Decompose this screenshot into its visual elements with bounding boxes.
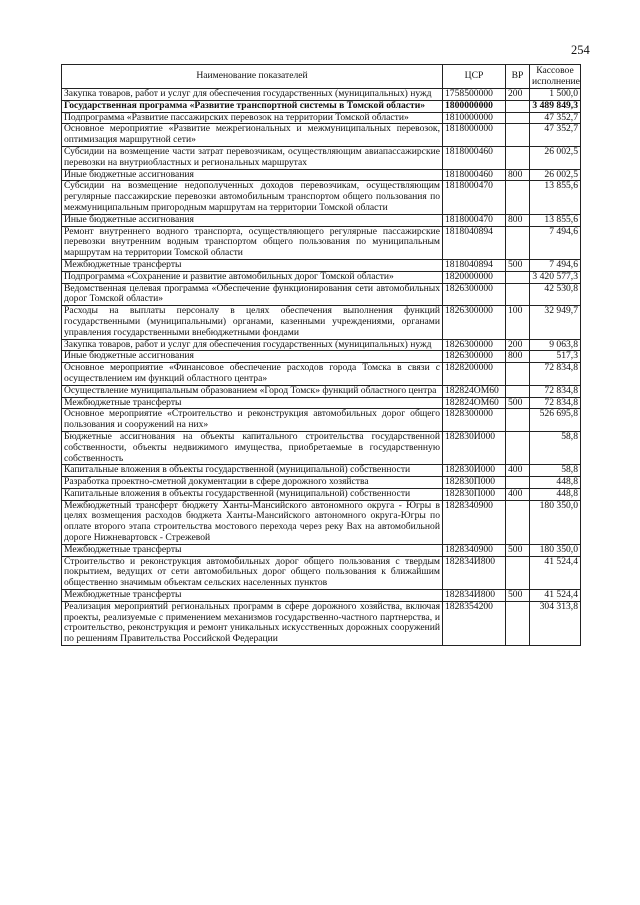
row-amount-cell: 72 834,8: [530, 385, 581, 397]
table-body: [62, 89, 581, 646]
row-amount-cell: 448,8: [530, 477, 581, 489]
row-name-cell: Ремонт внутреннего водного транспорта, осуществляющего регулярные пассажирские перевозки внутренним водным транспортом общего пользования по муниципальным маршрутам на территории Томской области: [62, 226, 443, 259]
row-vr-cell: 500: [506, 259, 530, 271]
row-csr-cell: 1828300000: [443, 409, 506, 432]
row-csr-cell: 1826300000: [443, 306, 506, 339]
row-amount-cell: 72 834,8: [530, 397, 581, 409]
row-vr-cell: 800: [506, 169, 530, 181]
row-csr-cell: 1818000470: [443, 181, 506, 214]
table-row: [62, 431, 581, 464]
row-vr-cell: 800: [506, 351, 530, 363]
row-csr-cell: 1758500000: [443, 89, 506, 101]
table-row: [62, 351, 581, 363]
row-amount-cell: 42 530,8: [530, 283, 581, 306]
row-vr-cell: 200: [506, 339, 530, 351]
table-row: [62, 226, 581, 259]
table-row: [62, 409, 581, 432]
row-csr-cell: 182834И800: [443, 556, 506, 589]
row-csr-cell: 1826300000: [443, 283, 506, 306]
table-row: [62, 339, 581, 351]
row-vr-cell: [506, 112, 530, 124]
table-row: [62, 556, 581, 589]
row-csr-cell: 1810000000: [443, 112, 506, 124]
row-amount-cell: 26 002,5: [530, 169, 581, 181]
row-amount-cell: 7 494,6: [530, 226, 581, 259]
row-name-cell: Межбюджетные трансферты: [62, 590, 443, 602]
row-amount-cell: 72 834,8: [530, 363, 581, 386]
table-row: [62, 283, 581, 306]
header-name: Наименование показателей: [62, 65, 443, 89]
row-vr-cell: 200: [506, 89, 530, 101]
row-csr-cell: 1828340900: [443, 500, 506, 544]
header-amount: Кассовое исполнение: [530, 65, 581, 89]
table-row: [62, 169, 581, 181]
row-name-cell: Основное мероприятие «Финансовое обеспечение расходов города Томска в связи с осуществлением им функций областного центра»: [62, 363, 443, 386]
table-row: [62, 306, 581, 339]
row-vr-cell: [506, 409, 530, 432]
row-csr-cell: 1818000460: [443, 169, 506, 181]
row-csr-cell: 1818040894: [443, 259, 506, 271]
table-row: [62, 100, 581, 112]
row-amount-cell: 3 489 849,3: [530, 100, 581, 112]
row-vr-cell: [506, 271, 530, 283]
row-amount-cell: 13 855,6: [530, 181, 581, 214]
row-vr-cell: [506, 431, 530, 464]
row-amount-cell: 1 500,0: [530, 89, 581, 101]
table-row: [62, 146, 581, 169]
row-name-cell: Реализация мероприятий региональных программ в сфере дорожного хозяйства, включая проекты, реализуемые с применением механизмов государственно-частного партнерства, и строительство, реконструкция и ремонт уникальных искусственных дорожных сооружений по решениям Правительства Российской Федерации: [62, 601, 443, 645]
row-amount-cell: 13 855,6: [530, 214, 581, 226]
row-name-cell: Капитальные вложения в объекты государственной (муниципальной) собственности: [62, 488, 443, 500]
row-name-cell: Подпрограмма «Развитие пассажирских перевозок на территории Томской области»: [62, 112, 443, 124]
row-name-cell: Субсидии на возмещение части затрат перевозчикам, осуществляющим авиапассажирские перевозки на внутриобластных и региональных маршрутах: [62, 146, 443, 169]
row-csr-cell: 182824OM60: [443, 397, 506, 409]
table-row: [62, 544, 581, 556]
row-name-cell: Иные бюджетные ассигнования: [62, 351, 443, 363]
header-vr: ВР: [506, 65, 530, 89]
row-name-cell: Ведомственная целевая программа «Обеспечение функционирования сети автомобильных дорог Томской области»: [62, 283, 443, 306]
row-vr-cell: 400: [506, 465, 530, 477]
table-row: [62, 181, 581, 214]
row-name-cell: Иные бюджетные ассигнования: [62, 169, 443, 181]
table-row: [62, 477, 581, 489]
row-csr-cell: 182830П000: [443, 488, 506, 500]
row-amount-cell: 26 002,5: [530, 146, 581, 169]
table-row: [62, 271, 581, 283]
row-name-cell: Осуществление муниципальным образованием «Город Томск» функций областного центра: [62, 385, 443, 397]
row-csr-cell: 1826300000: [443, 339, 506, 351]
row-csr-cell: 1818000470: [443, 214, 506, 226]
table-row: [62, 601, 581, 645]
row-amount-cell: 9 063,8: [530, 339, 581, 351]
row-amount-cell: 41 524,4: [530, 590, 581, 602]
row-name-cell: Разработка проектно-сметной документации в сфере дорожного хозяйства: [62, 477, 443, 489]
row-csr-cell: 182834И800: [443, 590, 506, 602]
row-amount-cell: 304 313,8: [530, 601, 581, 645]
table-row: [62, 124, 581, 147]
row-vr-cell: [506, 226, 530, 259]
row-csr-cell: 1800000000: [443, 100, 506, 112]
row-vr-cell: [506, 363, 530, 386]
budget-table: [61, 64, 581, 646]
row-vr-cell: [506, 124, 530, 147]
table-header: [62, 65, 581, 89]
row-vr-cell: 800: [506, 214, 530, 226]
row-csr-cell: 182830И000: [443, 431, 506, 464]
table-row: [62, 89, 581, 101]
row-name-cell: Государственная программа «Развитие транспортной системы в Томской области»: [62, 100, 443, 112]
row-csr-cell: 182830И000: [443, 465, 506, 477]
row-amount-cell: 32 949,7: [530, 306, 581, 339]
row-name-cell: Капитальные вложения в объекты государственной (муниципальной) собственности: [62, 465, 443, 477]
row-amount-cell: 58,8: [530, 431, 581, 464]
row-name-cell: Межбюджетные трансферты: [62, 259, 443, 271]
table-row: [62, 397, 581, 409]
row-csr-cell: 1828340900: [443, 544, 506, 556]
row-csr-cell: 1820000000: [443, 271, 506, 283]
row-name-cell: Субсидии на возмещение недополученных доходов перевозчикам, осуществляющим регулярные пассажирские перевозки автомобильным транспортом общего пользования по межмуниципальным пригородным маршрутам на территории Томской области: [62, 181, 443, 214]
row-vr-cell: 400: [506, 488, 530, 500]
row-vr-cell: [506, 477, 530, 489]
row-amount-cell: 180 350,0: [530, 500, 581, 544]
row-vr-cell: [506, 385, 530, 397]
row-vr-cell: [506, 181, 530, 214]
table-row: [62, 259, 581, 271]
row-csr-cell: 1818000000: [443, 124, 506, 147]
page-number: 254: [571, 43, 590, 57]
row-name-cell: Межбюджетные трансферты: [62, 397, 443, 409]
row-amount-cell: 448,8: [530, 488, 581, 500]
row-csr-cell: 1826300000: [443, 351, 506, 363]
table-row: [62, 465, 581, 477]
row-vr-cell: 500: [506, 590, 530, 602]
row-name-cell: Закупка товаров, работ и услуг для обеспечения государственных (муниципальных) нужд: [62, 89, 443, 101]
row-csr-cell: 1828354200: [443, 601, 506, 645]
row-vr-cell: [506, 100, 530, 112]
row-amount-cell: 47 352,7: [530, 124, 581, 147]
row-csr-cell: 182830П000: [443, 477, 506, 489]
row-amount-cell: 58,8: [530, 465, 581, 477]
row-amount-cell: 3 420 577,3: [530, 271, 581, 283]
row-csr-cell: 182824OM60: [443, 385, 506, 397]
row-vr-cell: 500: [506, 397, 530, 409]
row-name-cell: Расходы на выплаты персоналу в целях обеспечения выполнения функций государственными (муниципальными) органами, казенными учреждениями, органами управления государственными внебюджетными фондами: [62, 306, 443, 339]
row-name-cell: Бюджетные ассигнования на объекты капитального строительства государственной собственности, объекты недвижимого имущества, приобретаемые в государственную собственность: [62, 431, 443, 464]
row-name-cell: Подпрограмма «Сохранение и развитие автомобильных дорог Томской области»: [62, 271, 443, 283]
row-name-cell: Основное мероприятие «Развитие межрегиональных и межмуниципальных перевозок, оптимизация маршрутной сети»: [62, 124, 443, 147]
row-amount-cell: 517,3: [530, 351, 581, 363]
row-csr-cell: 1818000460: [443, 146, 506, 169]
row-amount-cell: 526 695,8: [530, 409, 581, 432]
row-name-cell: Закупка товаров, работ и услуг для обеспечения государственных (муниципальных) нужд: [62, 339, 443, 351]
row-vr-cell: [506, 283, 530, 306]
row-amount-cell: 41 524,4: [530, 556, 581, 589]
table-row: [62, 488, 581, 500]
table-row: [62, 385, 581, 397]
row-name-cell: Межбюджетный трансферт бюджету Ханты-Мансийского автономного округа - Югры в целях возмещения расходов бюджета Ханты-Мансийского автономного округа-Югры по оплате второго этапа строительства мостового перехода через реку Вах на автомобильной дороге Нижневартовск - Стрежевой: [62, 500, 443, 544]
row-amount-cell: 180 350,0: [530, 544, 581, 556]
row-vr-cell: [506, 146, 530, 169]
row-name-cell: Межбюджетные трансферты: [62, 544, 443, 556]
row-csr-cell: 1828200000: [443, 363, 506, 386]
table-row: [62, 590, 581, 602]
row-name-cell: Основное мероприятие «Строительство и реконструкция автомобильных дорог общего пользования и сооружений на них»: [62, 409, 443, 432]
row-vr-cell: 500: [506, 544, 530, 556]
header-csr: ЦСР: [443, 65, 506, 89]
row-name-cell: Иные бюджетные ассигнования: [62, 214, 443, 226]
table-row: [62, 214, 581, 226]
row-vr-cell: [506, 556, 530, 589]
row-vr-cell: 100: [506, 306, 530, 339]
table-row: [62, 363, 581, 386]
row-vr-cell: [506, 601, 530, 645]
row-amount-cell: 7 494,6: [530, 259, 581, 271]
row-amount-cell: 47 352,7: [530, 112, 581, 124]
row-vr-cell: [506, 500, 530, 544]
row-name-cell: Строительство и реконструкция автомобильных дорог общего пользования с твердым покрытием, ведущих от сети автомобильных дорог общего пользования к ближайшим общественно значимым объектам сельских населенных пунктов: [62, 556, 443, 589]
table-row: [62, 112, 581, 124]
table-row: [62, 500, 581, 544]
row-csr-cell: 1818040894: [443, 226, 506, 259]
